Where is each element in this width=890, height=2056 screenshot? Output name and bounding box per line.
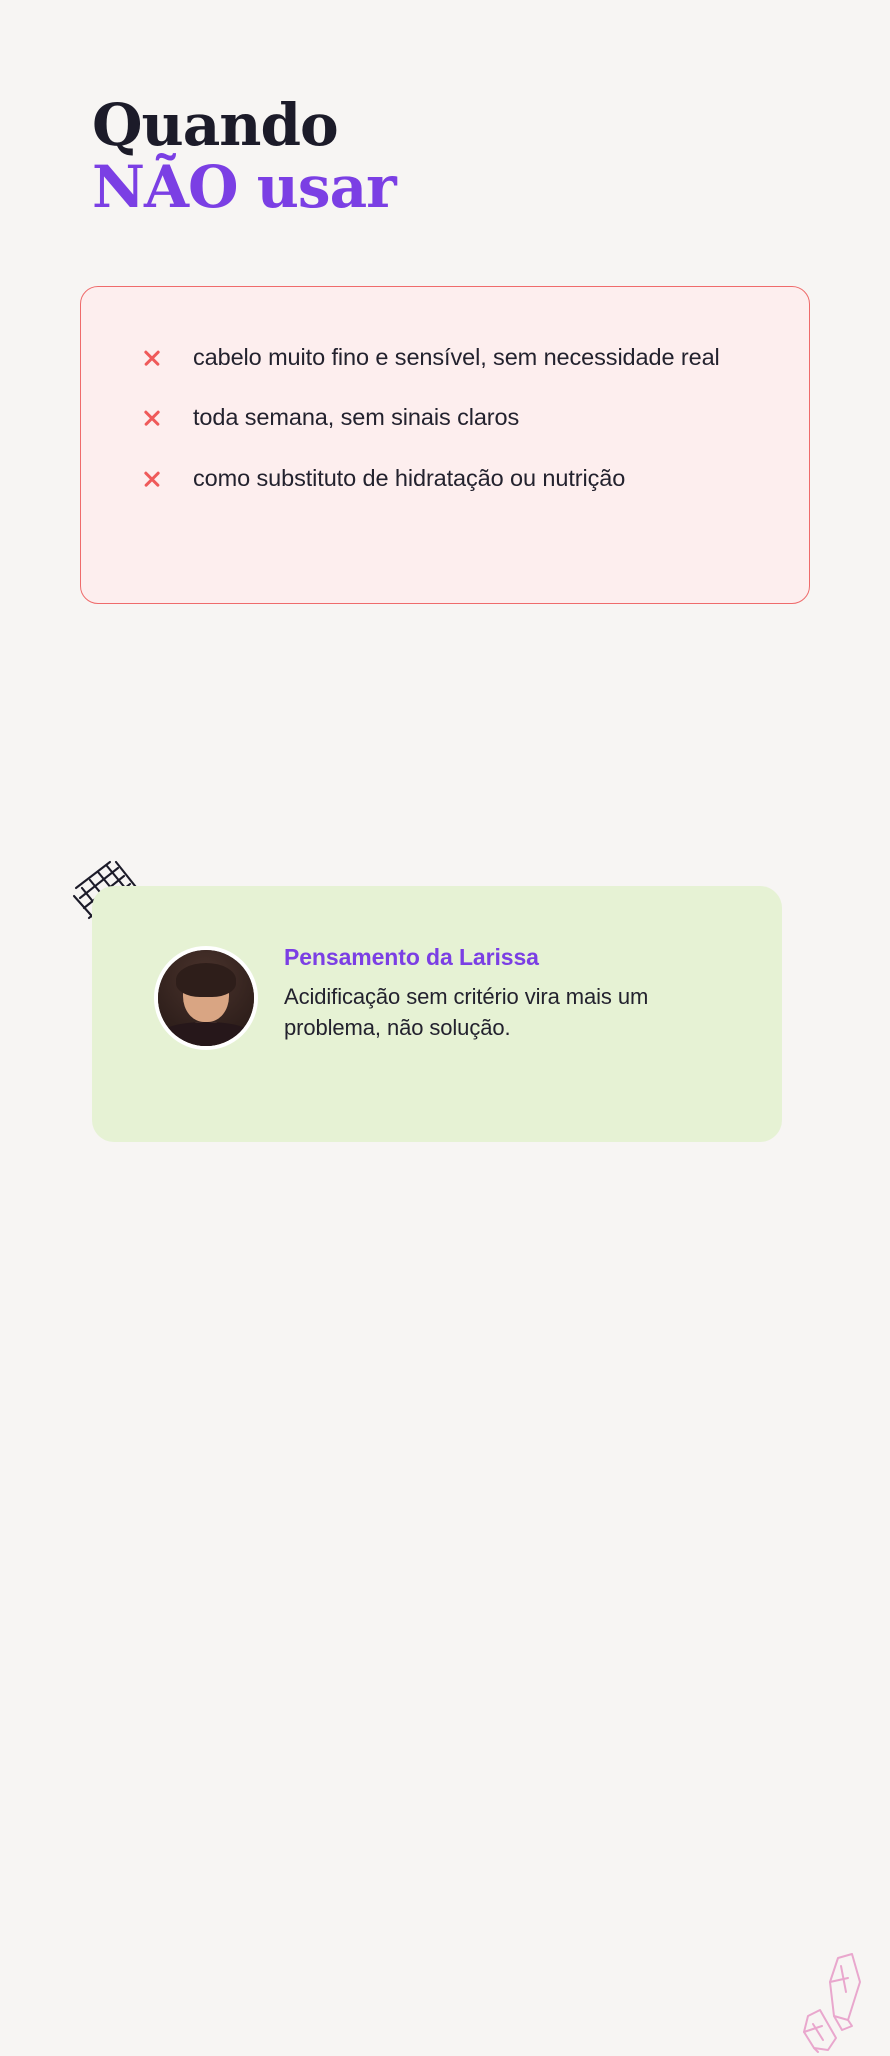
x-icon xyxy=(139,345,165,371)
quote-body xyxy=(284,944,742,1043)
avatar xyxy=(154,946,258,1050)
x-icon xyxy=(139,466,165,492)
list-item xyxy=(139,401,769,433)
list-item-label: cabelo muito fino e sensível, sem necessidade real xyxy=(193,344,720,370)
page-title-emphasis: NÃO xyxy=(92,153,238,222)
page-title-line-2-rest: usar xyxy=(256,153,396,222)
warning-list xyxy=(139,341,769,494)
list-item xyxy=(139,341,769,373)
page-title-line-2 xyxy=(92,155,792,220)
page-title xyxy=(92,91,792,222)
quote-title: Pensamento da Larissa xyxy=(284,944,539,970)
quote-card xyxy=(92,886,782,1142)
highlighter-marker-doodle xyxy=(786,1952,878,2056)
x-icon xyxy=(139,405,165,431)
list-item-label: como substituto de hidratação ou nutrição xyxy=(193,464,626,491)
quote-text: Acidificação sem critério vira mais um problema, não solução. xyxy=(284,984,649,1041)
list-item xyxy=(139,462,769,494)
list-item-label: toda semana, sem sinais claros xyxy=(193,404,520,431)
warning-card xyxy=(80,286,810,604)
page-title-line-1: Quando xyxy=(92,91,338,159)
